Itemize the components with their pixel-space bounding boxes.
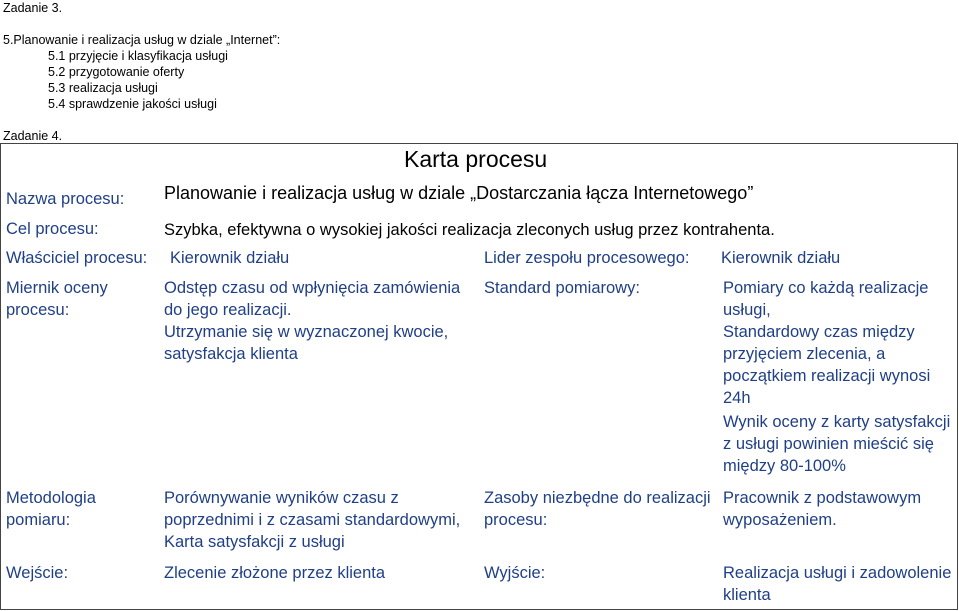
output-label: Wyjście: xyxy=(484,564,546,582)
measure-value-2: Utrzymanie się w wyznaczonej kwocie, satysfakcja klienta xyxy=(164,323,449,363)
measure-label: Miernik oceny procesu: xyxy=(6,279,108,319)
resources-label: Zasoby niezbędne do realizacji procesu: xyxy=(484,489,711,529)
output-value: Realizacja usługi i zadowolenie klienta xyxy=(723,564,952,604)
task4-heading: Zadanie 4. xyxy=(3,129,63,143)
resources-value: Pracownik z podstawowym wyposażeniem. xyxy=(723,489,922,529)
list-item: 5.4 sprawdzenie jakości usługi xyxy=(48,97,217,111)
method-value: Porównywanie wyników czasu z poprzednimi i z czasami standardowymi, Karta satysfakcji z usługi xyxy=(164,489,461,551)
list-item: 5.2 przygotowanie oferty xyxy=(48,65,185,79)
owner-label: Właściciel procesu: xyxy=(6,249,148,267)
standard-label: Standard pomiarowy: xyxy=(484,279,640,297)
task-notes xyxy=(3,0,280,144)
measure-value-1: Odstęp czasu od wpłynięcia zamówienia do jego realizacji. xyxy=(164,279,461,319)
subtask-list xyxy=(3,48,280,112)
list-item: 5.1 przyjęcie i klasyfikacja usługi xyxy=(48,49,228,63)
list-item: 5.3 realizacja usługi xyxy=(48,81,158,95)
task3-heading: Zadanie 3. xyxy=(3,1,63,15)
method-label: Metodologia pomiaru: xyxy=(6,489,96,529)
section5-heading: 5.Planowanie i realizacja usług w dziale „Internet”: xyxy=(3,33,281,47)
leader-value: Kierownik działu xyxy=(721,249,841,267)
owner-value: Kierownik działu xyxy=(170,249,290,267)
goal-value: Szybka, efektywna o wysokiej jakości realizacja zleconych usług przez kontrahenta. xyxy=(164,221,775,239)
input-value: Zlecenie złożone przez klienta xyxy=(164,564,386,582)
standard-value-1: Pomiary co każdą realizacje usługi, xyxy=(723,279,929,319)
name-value: Planowanie i realizacja usług w dziale „Dostarczania łącza Internetowego” xyxy=(164,183,754,203)
standard-value-2: Standardowy czas między przyjęciem zlecenia, a początkiem realizacji wynosi 24h xyxy=(723,323,931,407)
input-label: Wejście: xyxy=(6,564,69,582)
leader-label: Lider zespołu procesowego: xyxy=(484,249,690,267)
name-label: Nazwa procesu: xyxy=(6,190,125,208)
card-title: Karta procesu xyxy=(404,146,548,172)
standard-value-3: Wynik oceny z karty satysfakcji z usługi powinien mieścić się między 80-100% xyxy=(723,413,951,475)
goal-label: Cel procesu: xyxy=(6,220,99,238)
